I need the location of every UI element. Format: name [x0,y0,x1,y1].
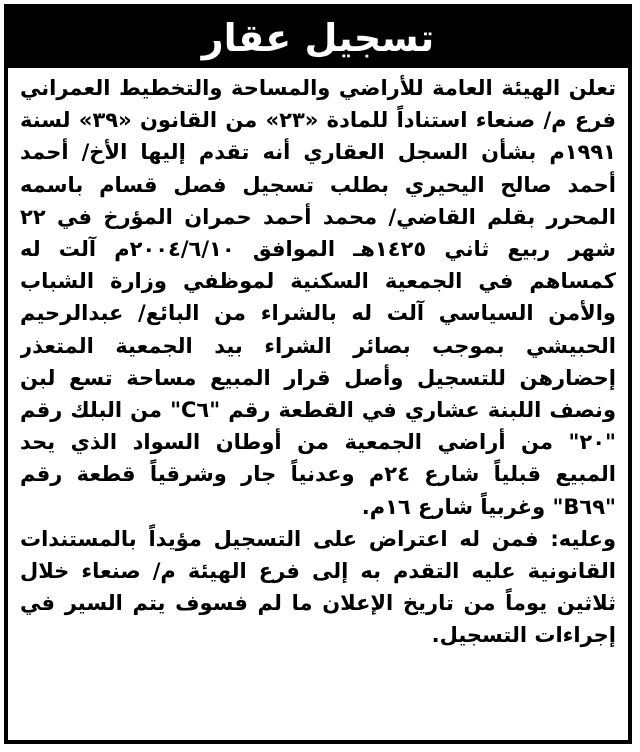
notice-body [20,72,616,732]
notice-closing-paragraph: وعليه: فمن له اعتراض على التسجيل مؤيداً بالمستندات القانونية عليه التقدم به إلى فرع الهيئة م/ صنعاء خلال ثلاثين يوماً من تاريخ الإعلان ما لم فسوف يتم السير في إجراءات التسجيل. [20,526,616,648]
property-registration-notice [4,4,632,744]
notice-main-paragraph: تعلن الهيئة العامة للأراضي والمساحة والتخطيط العمراني فرع م/ صنعاء استناداً للمادة «٢٣» من القانون «٣٩» لسنة ١٩٩١م بشأن السجل العقاري أنه تقدم إليها الأخ/ أحمد أحمد صالح اليحيري بطلب تسجيل فصل قسام باسمه المحرر بقلم القاضي/ محمد أحمد حمران المؤرخ في ٢٢ شهر ربيع ثاني ١٤٢٥هـ الموافق ٢٠٠٤/٦/١٠م آلت له كمساهم في الجمعية السكنية لموظفي وزارة الشباب والأمن السياسي آلت له بالشراء من البائع/ عبدالرحيم الحبيشي بموجب بصائر الشراء بيد الجمعية المتعذر إحضارهن للتسجيل وأصل قرار المبيع مساحة تسع لبن ونصف اللبنة عشاري في القطعة رقم "C٦" من البلك رقم "٢٠" من أراضي الجمعية من أوطان السواد الذي يحد المبيع قبلياً شارع ٢٤م وعدنياً جار وشرقياً قطعة رقم "B٦٩" وغربياً شارع ١٦م. [20,76,616,519]
notice-title: تسجيل عقار [8,8,628,68]
